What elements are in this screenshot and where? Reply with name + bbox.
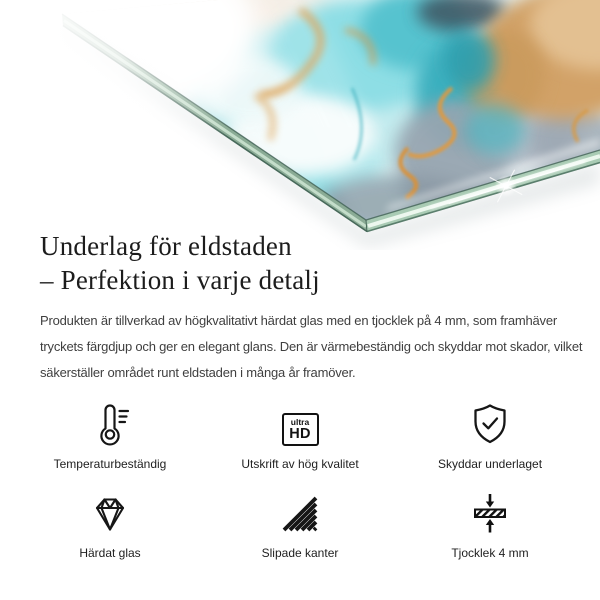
thickness-icon [466, 489, 514, 537]
feature-print-quality [230, 400, 370, 471]
feature-list [40, 400, 560, 560]
feature-label: Tjocklek 4 mm [451, 546, 529, 560]
diamond-icon [87, 489, 133, 537]
feature-label: Utskrift av hög kvalitet [241, 457, 359, 471]
page-title-line2: – Perfektion i varje detalj [40, 265, 320, 295]
shield-check-icon [466, 400, 514, 448]
beveled-edges-icon [277, 489, 323, 537]
feature-label: Slipade kanter [261, 546, 339, 560]
feature-thickness [420, 489, 560, 560]
feature-label: Temperaturbeständig [53, 457, 167, 471]
feature-protection [420, 400, 560, 471]
product-description: Produkten är tillverkad av högkvalitativt härdat glas med en tjocklek på 4 mm, som framhäver tryckets färgdjup och ger en elegant glans. Den är värmebeständig och skyddar mot skador, vilket säkerställer området runt eldstaden i många år framöver. [40, 313, 583, 380]
glass-panel-art [0, 0, 600, 250]
feature-temperature [40, 400, 180, 471]
left-fade [0, 0, 280, 250]
feature-label: Härdat glas [79, 546, 141, 560]
ultra-hd-text-top: ultra [290, 417, 310, 427]
page-title-line1: Underlag för eldstaden [40, 231, 292, 261]
feature-label: Skyddar underlaget [437, 457, 543, 471]
ultra-hd-icon [282, 400, 319, 448]
ultra-hd-text-bottom: HD [289, 426, 311, 442]
page-title [40, 229, 320, 297]
feature-tempered-glass [40, 489, 180, 560]
product-photo [0, 0, 600, 250]
feature-ground-edges [230, 489, 370, 560]
thermometer-icon [86, 400, 134, 448]
